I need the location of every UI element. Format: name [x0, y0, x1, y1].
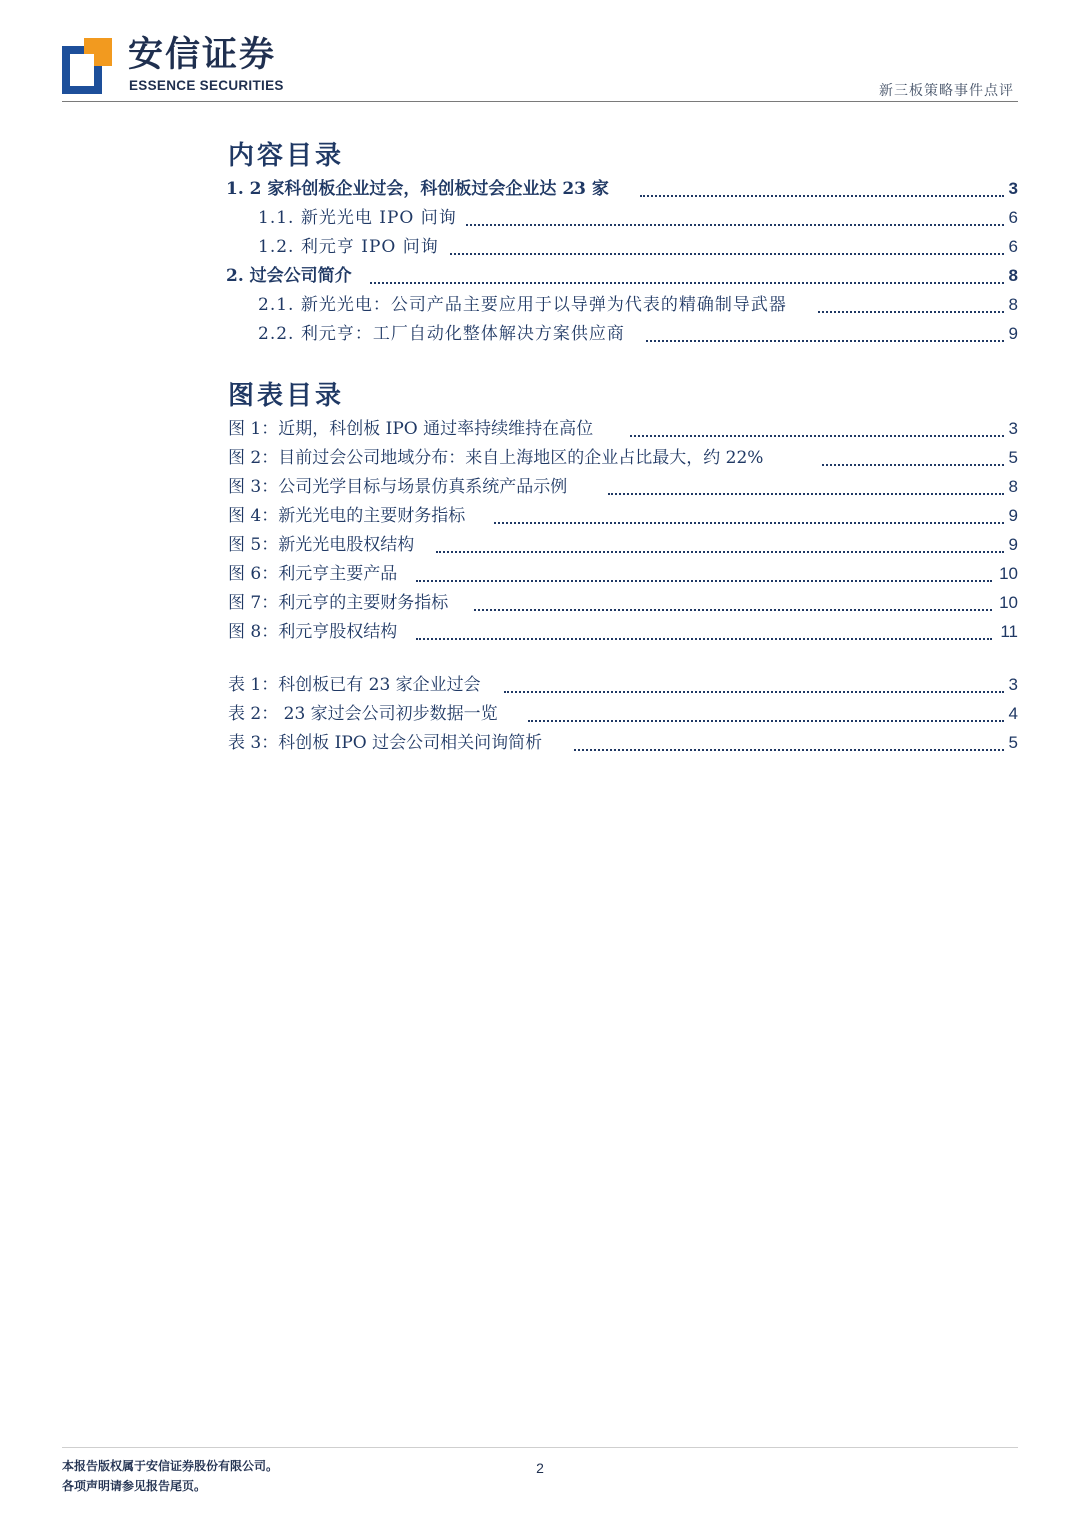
- toc-item-page: 8: [1008, 295, 1018, 314]
- table-item-text: 表 2： 23 家过会公司初步数据一览: [228, 704, 498, 724]
- figure-item-page: 8: [1008, 477, 1018, 496]
- toc-item-page: 6: [1008, 237, 1018, 256]
- figure-item-text: 图 8：利元亨股权结构: [228, 622, 398, 642]
- figure-item[interactable]: [0, 504, 1080, 528]
- page-header: [0, 0, 1080, 110]
- toc-item-text: 1.1. 新光光电 IPO 问询: [258, 208, 457, 228]
- toc-item-page: 9: [1008, 324, 1018, 343]
- table-item[interactable]: [0, 673, 1080, 697]
- figure-item-page: 9: [1008, 535, 1018, 554]
- figure-item-page: 10: [999, 593, 1018, 612]
- table-item-text: 表 1：科创板已有 23 家企业过会: [228, 675, 481, 695]
- toc-item-text: 1.2. 利元亨 IPO 问询: [258, 237, 439, 257]
- figure-item-text: 图 7：利元亨的主要财务指标: [228, 593, 449, 613]
- figures-title: 图表目录: [228, 381, 345, 411]
- report-type: 新三板策略事件点评: [879, 83, 1014, 99]
- figure-item-text: 图 1：近期，科创板 IPO 通过率持续维持在高位: [228, 419, 594, 439]
- toc-item[interactable]: [0, 235, 1080, 259]
- figure-item-text: 图 4：新光光电的主要财务指标: [228, 506, 466, 526]
- toc-item[interactable]: [0, 264, 1080, 288]
- table-item-page: 5: [1008, 733, 1018, 752]
- figure-item-text: 图 6：利元亨主要产品: [228, 564, 398, 584]
- toc-item-page: 3: [1008, 179, 1018, 198]
- figure-item-text: 图 5：新光光电股权结构: [228, 535, 415, 555]
- essence-logo-icon: [62, 38, 112, 94]
- figure-item[interactable]: [0, 562, 1080, 586]
- figure-item-page: 5: [1008, 448, 1018, 467]
- figure-item-text: 图 2：目前过会公司地域分布：来自上海地区的企业占比最大，约 22%: [228, 448, 764, 468]
- brand-name-cn: 安信证券: [128, 35, 277, 75]
- figure-item[interactable]: [0, 620, 1080, 644]
- figure-item[interactable]: [0, 446, 1080, 470]
- disclaimer-notice: 各项声明请参见报告尾页。: [62, 1479, 207, 1493]
- figure-item[interactable]: [0, 417, 1080, 441]
- toc-item-text: 2.2. 利元亨：工厂自动化整体解决方案供应商: [258, 324, 625, 344]
- table-item[interactable]: [0, 731, 1080, 755]
- page-number: 2: [536, 1460, 544, 1476]
- table-item[interactable]: [0, 702, 1080, 726]
- toc-item[interactable]: [0, 293, 1080, 317]
- figure-item[interactable]: [0, 533, 1080, 557]
- table-item-text: 表 3：科创板 IPO 过会公司相关问询简析: [228, 733, 543, 753]
- figure-item-page: 10: [999, 564, 1018, 583]
- figure-item[interactable]: [0, 591, 1080, 615]
- toc-item[interactable]: [0, 322, 1080, 346]
- toc-item-text: 1. 2 家科创板企业过会，科创板过会企业达 23 家: [226, 179, 609, 199]
- header-divider: [62, 101, 1018, 102]
- toc-item-page: 8: [1008, 266, 1018, 285]
- table-item-page: 3: [1008, 675, 1018, 694]
- table-item-page: 4: [1008, 704, 1018, 723]
- figure-item[interactable]: [0, 475, 1080, 499]
- brand-name-en: ESSENCE SECURITIES: [129, 78, 284, 93]
- copyright-notice: 本报告版权属于安信证券股份有限公司。: [62, 1459, 279, 1473]
- toc-item-text: 2. 过会公司简介: [226, 266, 352, 286]
- toc-item[interactable]: [0, 177, 1080, 201]
- toc-item-page: 6: [1008, 208, 1018, 227]
- contents-title: 内容目录: [228, 141, 345, 171]
- figure-item-page: 11: [1000, 622, 1018, 641]
- figure-item-text: 图 3：公司光学目标与场景仿真系统产品示例: [228, 477, 568, 497]
- figure-item-page: 3: [1008, 419, 1018, 438]
- toc-item[interactable]: [0, 206, 1080, 230]
- figure-item-page: 9: [1008, 506, 1018, 525]
- footer-divider: [62, 1447, 1018, 1448]
- toc-item-text: 2.1. 新光光电：公司产品主要应用于以导弹为代表的精确制导武器: [258, 295, 787, 315]
